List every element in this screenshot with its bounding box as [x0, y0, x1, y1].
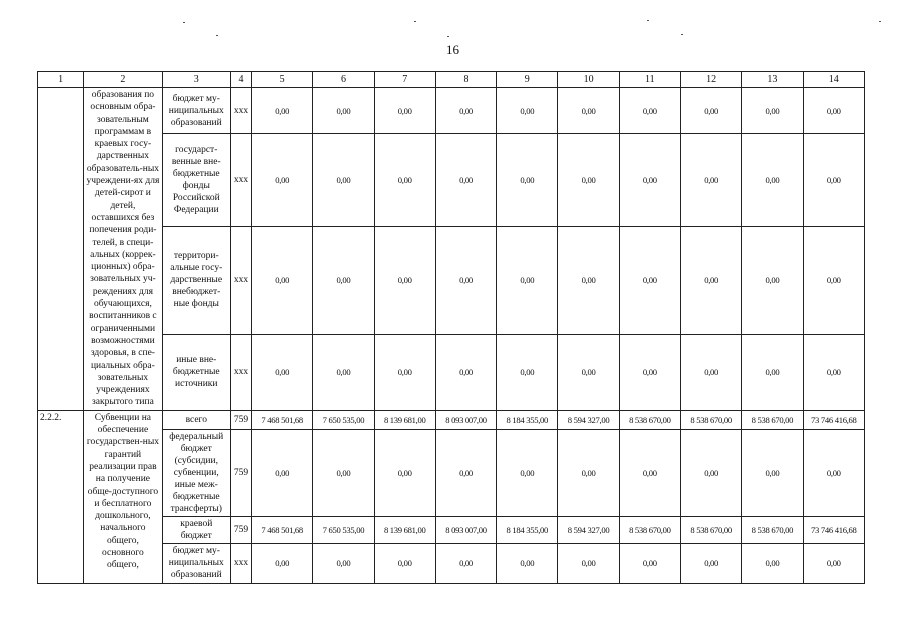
amount-cell: 0,00	[435, 543, 496, 583]
column-number-cell: 3	[162, 72, 230, 88]
funding-source-cell: бюджет му-ниципальных образований	[162, 543, 230, 583]
amount-cell: 73 746 416,68	[803, 516, 864, 543]
amount-cell: 0,00	[435, 429, 496, 516]
amount-cell: 8 139 681,00	[374, 410, 435, 429]
amount-cell: 0,00	[497, 429, 558, 516]
amount-cell: 0,00	[435, 335, 496, 411]
page-number: 16	[446, 42, 459, 57]
amount-cell: 0,00	[252, 88, 313, 134]
amount-cell: 0,00	[742, 335, 803, 411]
table-row	[38, 335, 865, 411]
column-number-row	[38, 72, 865, 88]
table-row	[38, 410, 865, 429]
column-number-cell: 6	[313, 72, 374, 88]
amount-cell: 8 538 670,00	[680, 410, 741, 429]
amount-cell: 0,00	[313, 429, 374, 516]
budget-code-cell: ххх	[230, 134, 251, 227]
item-description-cell: образования по основным обра-зовательным программам в краевых госу-дарственных образователь-ных учреждени-ях для детей-сирот и детей, оставшихся без попечения роди-телей, в специ-альных (коррек-ционных) обра-зовательных уч-реждениях для обучающихся, воспитанников с ограниченными возможностями здоровья, в спе-циальных обра-зовательных учреждениях закрытого типа	[84, 88, 162, 411]
amount-cell: 0,00	[435, 88, 496, 134]
table-row	[38, 226, 865, 334]
amount-cell: 0,00	[497, 134, 558, 227]
column-number-cell: 12	[680, 72, 741, 88]
amount-cell: 0,00	[742, 543, 803, 583]
amount-cell: 0,00	[680, 335, 741, 411]
amount-cell: 0,00	[680, 88, 741, 134]
amount-cell: 0,00	[680, 543, 741, 583]
amount-cell: 0,00	[252, 543, 313, 583]
amount-cell: 8 594 327,00	[558, 410, 619, 429]
amount-cell: 73 746 416,68	[803, 410, 864, 429]
amount-cell: 0,00	[803, 88, 864, 134]
amount-cell: 8 538 670,00	[742, 410, 803, 429]
amount-cell: 0,00	[680, 226, 741, 334]
column-number-cell: 4	[230, 72, 251, 88]
amount-cell: 8 538 670,00	[680, 516, 741, 543]
amount-cell: 0,00	[803, 543, 864, 583]
amount-cell: 0,00	[252, 226, 313, 334]
amount-cell: 8 538 670,00	[619, 516, 680, 543]
amount-cell: 0,00	[374, 429, 435, 516]
amount-cell: 0,00	[619, 226, 680, 334]
funding-source-cell: всего	[162, 410, 230, 429]
column-number-cell: 1	[38, 72, 84, 88]
amount-cell: 0,00	[558, 429, 619, 516]
amount-cell: 0,00	[374, 88, 435, 134]
amount-cell: 0,00	[252, 335, 313, 411]
amount-cell: 0,00	[497, 335, 558, 411]
amount-cell: 0,00	[497, 88, 558, 134]
item-number-cell: 2.2.2.	[38, 410, 84, 583]
amount-cell: 0,00	[742, 134, 803, 227]
item-number-cell	[38, 88, 84, 411]
column-number-cell: 2	[84, 72, 162, 88]
amount-cell: 0,00	[742, 226, 803, 334]
budget-code-cell: 759	[230, 410, 251, 429]
column-number-cell: 8	[435, 72, 496, 88]
amount-cell: 0,00	[742, 88, 803, 134]
amount-cell: 0,00	[619, 134, 680, 227]
table-row	[38, 543, 865, 583]
budget-code-cell: 759	[230, 516, 251, 543]
column-number-cell: 9	[497, 72, 558, 88]
amount-cell: 0,00	[619, 543, 680, 583]
amount-cell: 0,00	[803, 429, 864, 516]
amount-cell: 0,00	[619, 88, 680, 134]
column-number-cell: 14	[803, 72, 864, 88]
budget-code-cell: 759	[230, 429, 251, 516]
amount-cell: 8 093 007,00	[435, 410, 496, 429]
funding-source-cell: бюджет му-ниципальных образований	[162, 88, 230, 134]
budget-code-cell: ххх	[230, 226, 251, 334]
budget-code-cell: ххх	[230, 88, 251, 134]
amount-cell: 0,00	[374, 335, 435, 411]
funding-source-cell: федеральный бюджет (субсидии, субвенции, иные меж-бюджетные трансферты)	[162, 429, 230, 516]
amount-cell: 0,00	[558, 134, 619, 227]
amount-cell: 0,00	[803, 335, 864, 411]
amount-cell: 0,00	[497, 226, 558, 334]
amount-cell: 8 184 355,00	[497, 410, 558, 429]
amount-cell: 0,00	[313, 134, 374, 227]
amount-cell: 0,00	[313, 226, 374, 334]
amount-cell: 0,00	[803, 226, 864, 334]
amount-cell: 0,00	[803, 134, 864, 227]
amount-cell: 8 139 681,00	[374, 516, 435, 543]
amount-cell: 0,00	[313, 543, 374, 583]
column-number-cell: 13	[742, 72, 803, 88]
amount-cell: 0,00	[680, 134, 741, 227]
budget-code-cell: ххх	[230, 543, 251, 583]
amount-cell: 0,00	[619, 335, 680, 411]
amount-cell: 8 594 327,00	[558, 516, 619, 543]
amount-cell: 0,00	[558, 543, 619, 583]
amount-cell: 0,00	[619, 429, 680, 516]
amount-cell: 0,00	[374, 226, 435, 334]
column-number-cell: 5	[252, 72, 313, 88]
amount-cell: 0,00	[313, 88, 374, 134]
amount-cell: 0,00	[435, 226, 496, 334]
funding-source-cell: государст-венные вне-бюджетные фонды Российской Федерации	[162, 134, 230, 227]
table-row	[38, 88, 865, 134]
amount-cell: 0,00	[374, 543, 435, 583]
amount-cell: 0,00	[558, 226, 619, 334]
amount-cell: 0,00	[558, 335, 619, 411]
amount-cell: 0,00	[374, 134, 435, 227]
funding-source-cell: иные вне-бюджетные источники	[162, 335, 230, 411]
column-number-cell: 10	[558, 72, 619, 88]
amount-cell: 0,00	[680, 429, 741, 516]
amount-cell: 7 650 535,00	[313, 516, 374, 543]
table-row	[38, 516, 865, 543]
budget-code-cell: ххх	[230, 335, 251, 411]
amount-cell: 8 538 670,00	[619, 410, 680, 429]
amount-cell: 8 093 007,00	[435, 516, 496, 543]
amount-cell: 7 468 501,68	[252, 410, 313, 429]
funding-source-cell: краевой бюджет	[162, 516, 230, 543]
amount-cell: 7 650 535,00	[313, 410, 374, 429]
amount-cell: 0,00	[558, 88, 619, 134]
amount-cell: 0,00	[435, 134, 496, 227]
amount-cell: 8 538 670,00	[742, 516, 803, 543]
amount-cell: 0,00	[497, 543, 558, 583]
amount-cell: 0,00	[252, 134, 313, 227]
item-description-cell: Субвенции на обеспечение государствен-ных гарантий реализации прав на получение обще-доступного и бесплатного дошкольного, начального общего, основного общего,	[84, 410, 162, 583]
amount-cell: 7 468 501,68	[252, 516, 313, 543]
amount-cell: 0,00	[313, 335, 374, 411]
amount-cell: 0,00	[252, 429, 313, 516]
funding-source-cell: территори-альные госу-дарственные внебюджет-ные фонды	[162, 226, 230, 334]
table-row	[38, 134, 865, 227]
amount-cell: 8 184 355,00	[497, 516, 558, 543]
budget-table	[37, 71, 865, 584]
column-number-cell: 11	[619, 72, 680, 88]
column-number-cell: 7	[374, 72, 435, 88]
amount-cell: 0,00	[742, 429, 803, 516]
table-row	[38, 429, 865, 516]
